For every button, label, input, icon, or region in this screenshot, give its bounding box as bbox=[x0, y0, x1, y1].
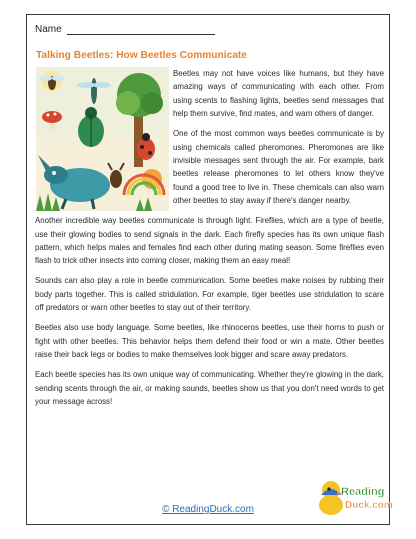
name-label: Name bbox=[35, 24, 62, 35]
name-field-row bbox=[35, 24, 215, 35]
worksheet-page bbox=[26, 14, 393, 525]
footer-copyright-link[interactable]: © ReadingDuck.com bbox=[162, 504, 254, 515]
article-body bbox=[35, 67, 384, 415]
paragraph: Beetles also use body language. Some beetles, like rhinoceros beetles, use their horns to push or fight with other beetles. This behavior helps them defend their food or win a mate. Other beetles raise their back legs or bodies to make themselves look bigger and scare away predators. bbox=[35, 323, 384, 360]
paragraph: Sounds can also play a role in beetle communication. Some beetles make noises by rubbing their body parts together. This is called stridulation. For example, tiger beetles use stridulation to scare off predators or warn other beetles to stay out of their territory. bbox=[35, 276, 384, 313]
paragraph: One of the most common ways beetles communicate is by using chemicals called pheromones. Pheromones are like invisible messages sent through the air. For example, bark beetles release pheromones to let others know they've found a good tree to live in. These chemicals can also warn other beetles to stay away if there's danger nearby. bbox=[173, 129, 384, 206]
paragraph: Beetles may not have voices like humans, but they have amazing ways of communicating with each other. From using scents to flashing lights, beetles send messages that help them survive, find mates, and warn others of danger. bbox=[173, 69, 384, 119]
worksheet-title: Talking Beetles: How Beetles Communicate bbox=[36, 50, 247, 61]
paragraph: Each beetle species has its own unique way of communicating. Whether they're glowing in the dark, sending scents through the air, or making sounds, beetles show us that you don't need words to get your message across! bbox=[35, 370, 384, 406]
paragraph: Another incredible way beetles communicate is through light. Fireflies, which are a type of beetle, use their glowing bodies to send signals in the dark. Each firefly species has its own unique flash pattern, which helps males and females find each other during mating season. Some fireflies even flash to trick other insects into coming closer, making them an easy meal! bbox=[35, 216, 384, 266]
logo-text-line2: Duck.com bbox=[345, 500, 393, 511]
name-input-line[interactable] bbox=[67, 25, 215, 35]
reading-duck-logo bbox=[317, 475, 393, 519]
logo-text-line1: Reading bbox=[341, 486, 385, 498]
